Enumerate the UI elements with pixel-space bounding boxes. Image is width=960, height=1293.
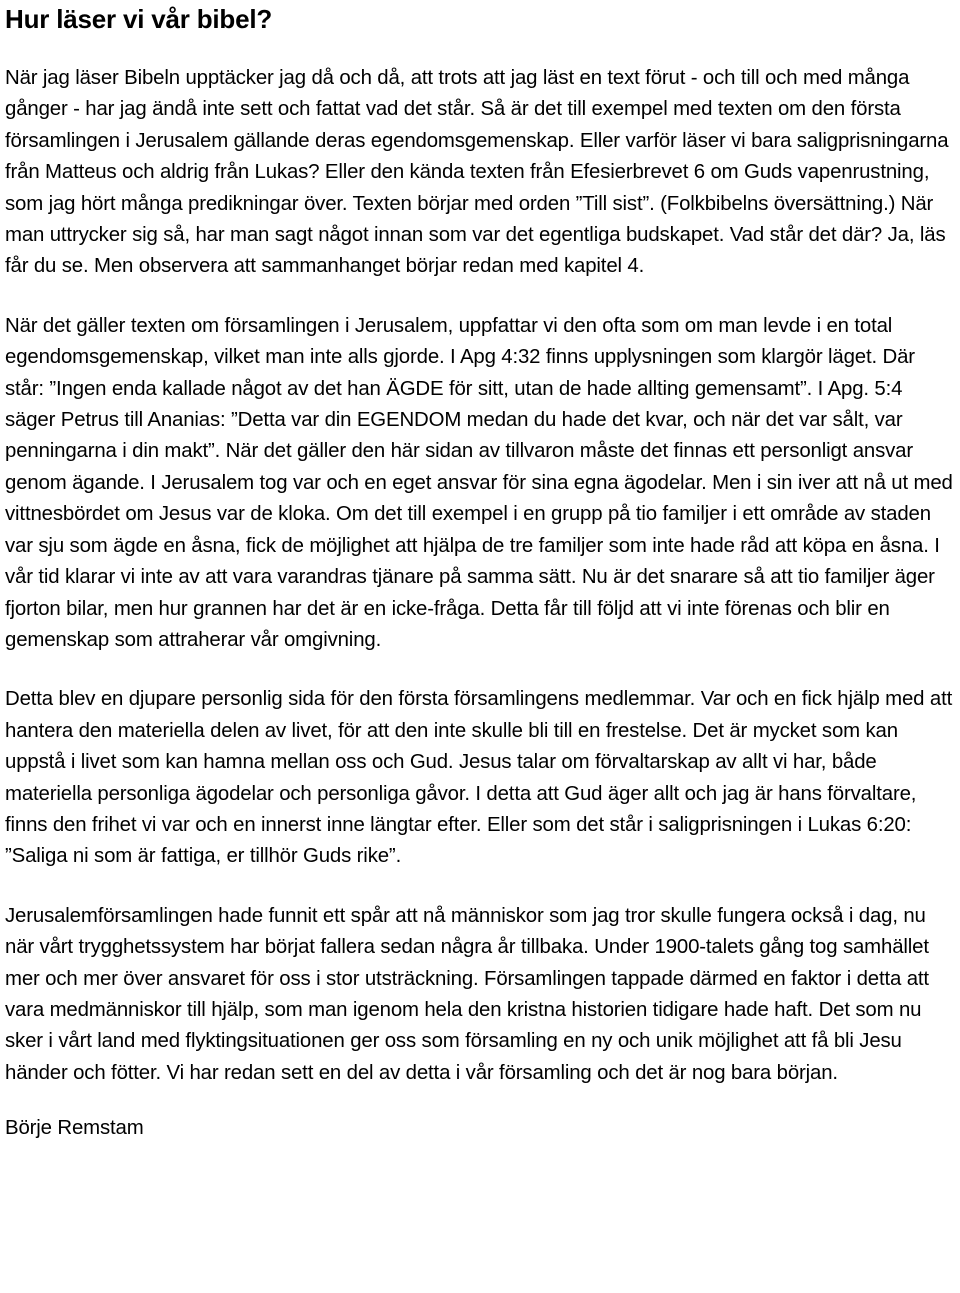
author-signature: Börje Remstam xyxy=(5,1117,144,1140)
paragraph-jerusalem: När det gäller texten om församlingen i Jerusalem, uppfattar vi den ofta som om man levde i en total egendomsgemenskap, vilket man inte alls gjorde. I Apg 4:32 finns upplysningen som klargör läget. Där står: ”Ingen enda kallade något av det han ÄGDE för sitt, utan de hade allting gemensamt”. I Apg. 5:4 säger Petrus till Ananias: ”Detta var din EGENDOM medan du hade det kvar, och när det var sålt, var penningarna i din makt”. När det gäller den här sidan av tillvaron måste det finnas ett personligt ansvar genom ägande. I Jerusalem tog var och en eget ansvar för sina egna ägodelar. Men i sin iver att nå ut med vittnesbördet om Jesus var de kloka. Om det till exempel i en grupp på tio familjer i ett område av staden var sju som ägde en åsna, fick de möjlighet att hjälpa de tre familjer som inte hade råd att köpa en åsna. I vår tid klarar vi inte av att vara varandras tjänare på samma sätt. Nu är det snarare så att tio familjer äger fjorton bilar, men hur grannen har det är en icke-fråga. Detta får till följd att vi inte förenas och blir en gemenskap som attraherar vår omgivning. xyxy=(5,314,953,651)
document-title: Hur läser vi vår bibel? xyxy=(5,4,273,34)
document-page xyxy=(5,0,957,1145)
paragraph-today: Jerusalemförsamlingen hade funnit ett spår att nå människor som jag tror skulle fungera också i dag, nu när vårt trygghetssystem har börjat fallera sedan några år tillbaka. Under 1900-talets gång tog samhället mer och mer över ansvaret för oss i stor utsträckning. Församlingen tappade därmed en faktor i detta att vara medmänniskor till hjälp, som man igenom hela den kristna historien tidigare hade haft. Det som nu sker i vårt land med flyktingsituationen ger oss som församling en ny och unik möjlighet att få bli Jesu händer och fötter. Vi har redan sett en del av detta i vår församling och det är nog bara början. xyxy=(5,904,929,1084)
paragraph-intro: När jag läser Bibeln upptäcker jag då och då, att trots att jag läst en text förut - och till och med många gånger - har jag ändå inte sett och fattat vad det står. Så är det till exempel med texten om den första församlingen i Jerusalem gällande deras egendomsgemenskap. Eller varför läser vi bara saligprisningarna från Matteus och aldrig från Lukas? Eller den kända texten från Efesierbrevet 6 om Guds vapenrustning, som jag hört många predikningar över. Texten börjar med orden ”Till sist”. (Folkbibelns översättning.) När man uttrycker sig så, har man sagt något innan som var det egentliga budskapet. Vad står det där? Ja, läs får du se. Men observera att sammanhanget börjar redan med kapitel 4. xyxy=(5,67,949,278)
paragraph-stewardship: Detta blev en djupare personlig sida för den första församlingens medlemmar. Var och en fick hjälp med att hantera den materiella delen av livet, för att den inte skulle bli till en frestelse. Det är mycket som kan uppstå i livet som kan hamna mellan oss och Gud. Jesus talar om förvaltarskap av allt vi har, både materiella personliga ägodelar och personliga gåvor. I detta att Gud äger allt och jag är hans förvaltare, finns den frihet vi var och en innerst inne längtar efter. Eller som det står i saligprisningen i Lukas 6:20: ”Saliga ni som är fattiga, er tillhör Guds rike”. xyxy=(5,688,953,868)
